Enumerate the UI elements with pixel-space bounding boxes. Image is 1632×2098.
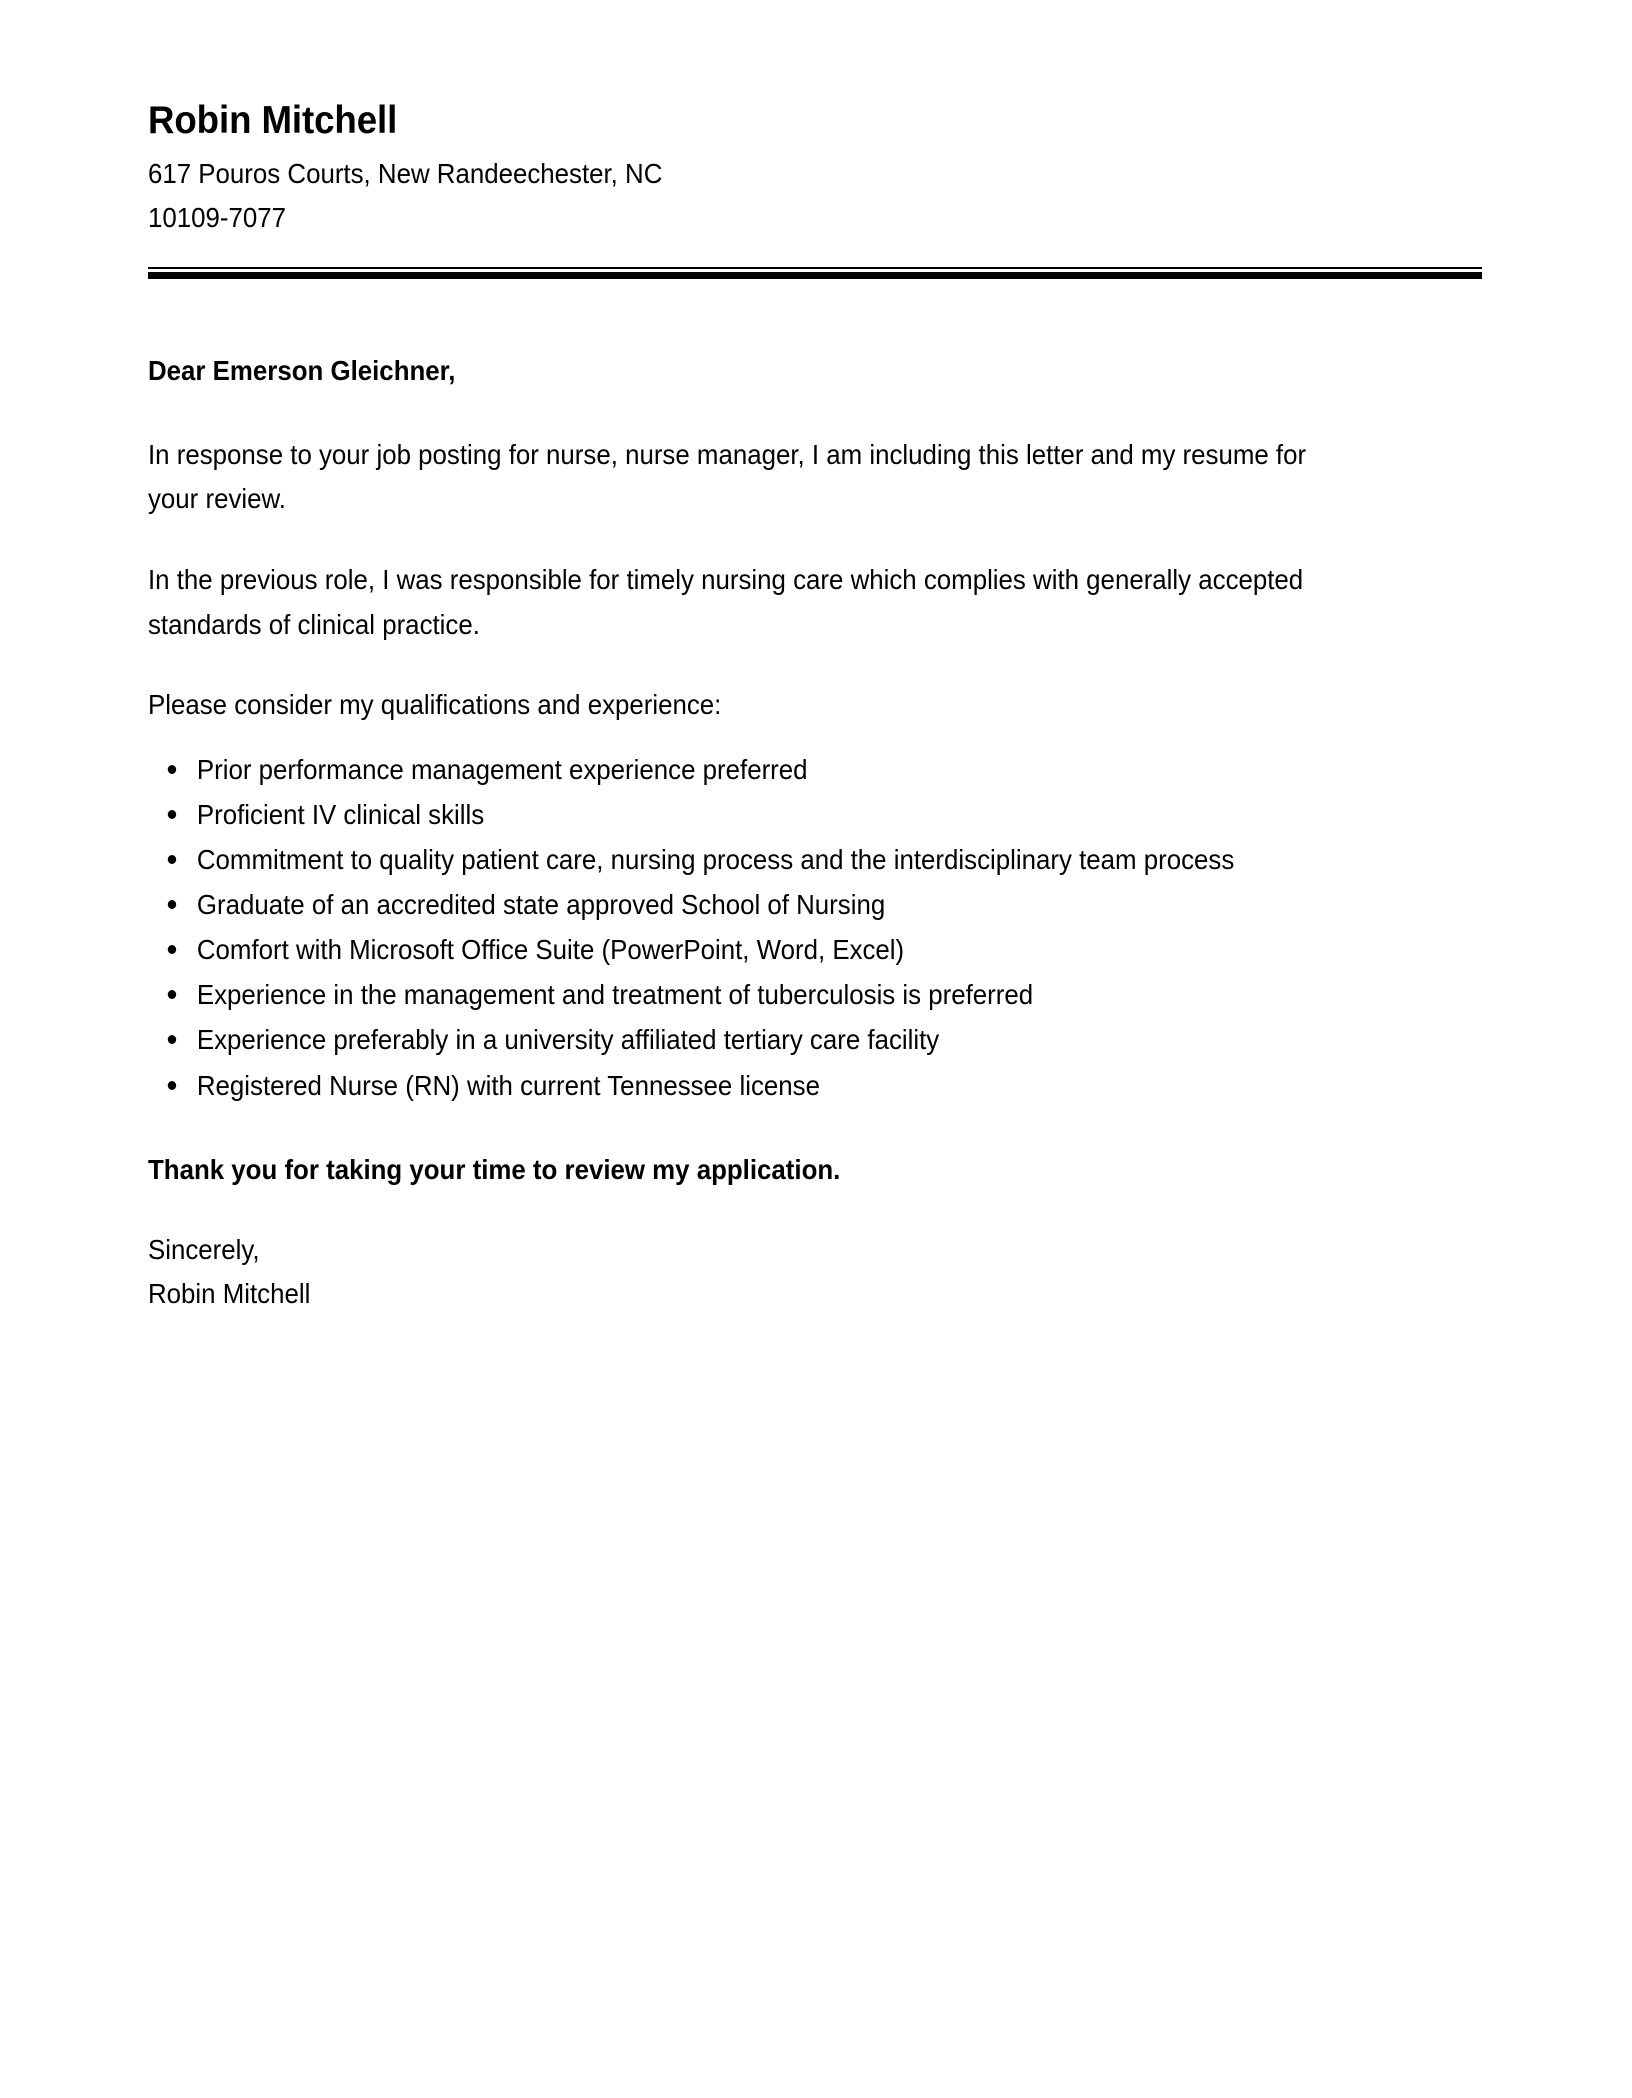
salutation: Dear Emerson Gleichner, <box>148 355 456 386</box>
signoff: Sincerely, <box>148 1233 260 1265</box>
list-item <box>148 975 1402 1015</box>
header-divider-rule <box>148 267 1482 279</box>
qualifications-list <box>148 750 1482 1106</box>
list-item <box>148 750 1402 790</box>
list-item-label: Experience preferably in a university affiliated tertiary care facility <box>196 1024 940 1056</box>
bullet-dot-icon <box>168 810 176 819</box>
list-item-label: Graduate of an accredited state approved School of Nursing <box>196 889 886 921</box>
list-item-label: Experience in the management and treatment of tuberculosis is preferred <box>196 979 1034 1011</box>
body-paragraph-2: In the previous role, I was responsible for timely nursing care which complies with generally accepted standards of clinical practice. <box>148 563 1304 640</box>
list-item <box>148 930 1402 970</box>
sender-name: Robin Mitchell <box>148 99 398 142</box>
letter-body <box>148 351 1482 1317</box>
divider-thick-line <box>148 272 1482 279</box>
list-item <box>148 1066 1402 1106</box>
document-content <box>148 96 1482 1317</box>
sender-address-line-1: 617 Pouros Courts, New Randeechester, NC <box>148 157 663 189</box>
letterhead <box>148 96 1482 241</box>
list-item-label: Commitment to quality patient care, nursing process and the interdisciplinary team process <box>196 843 1235 875</box>
list-item-label: Proficient IV clinical skills <box>196 798 485 830</box>
list-item <box>148 885 1402 925</box>
bullet-dot-icon <box>168 1081 176 1090</box>
bullet-dot-icon <box>168 945 176 954</box>
bullet-dot-icon <box>168 855 176 864</box>
closing-statement: Thank you for taking your time to review my application. <box>148 1153 841 1185</box>
list-item <box>148 1020 1402 1060</box>
body-paragraph-1: In response to your job posting for nurse, nurse manager, I am including this letter and my resume for your review. <box>148 438 1307 515</box>
signoff-name: Robin Mitchell <box>148 1278 311 1310</box>
list-item-label: Prior performance management experience preferred <box>196 753 808 785</box>
sender-address-line-2: 10109-7077 <box>148 202 287 234</box>
list-item-label: Registered Nurse (RN) with current Tennessee license <box>196 1069 820 1101</box>
bullet-dot-icon <box>168 900 176 909</box>
bullet-dot-icon <box>168 990 176 999</box>
bullet-dot-icon <box>168 765 176 774</box>
list-item <box>148 840 1402 880</box>
list-item-label: Comfort with Microsoft Office Suite (PowerPoint, Word, Excel) <box>196 934 905 966</box>
qualifications-lead-in: Please consider my qualifications and experience: <box>148 689 722 721</box>
bullet-dot-icon <box>168 1035 176 1044</box>
list-item <box>148 795 1402 835</box>
